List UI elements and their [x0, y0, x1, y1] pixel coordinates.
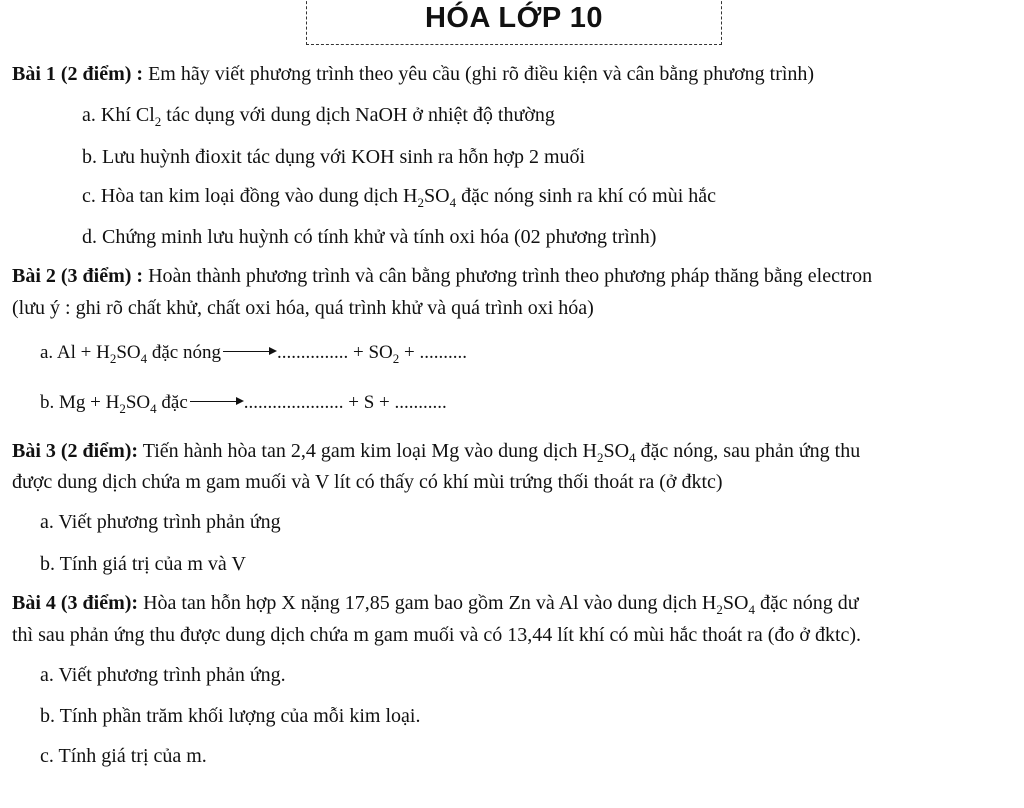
bai3-item-b: b. Tính giá trị của m và V: [40, 553, 246, 575]
bai1-item-c: [82, 184, 716, 210]
bai1-c-mid: SO: [424, 185, 450, 207]
bai4-text-mid: SO: [722, 592, 749, 614]
bai1-c-sub1: 2: [417, 195, 424, 210]
bai4-item-c: c. Tính giá trị của m.: [40, 745, 207, 767]
bai2-b-left: Mg + H: [59, 392, 120, 413]
bai1-item-b: b. Lưu huỳnh đioxit tác dụng với KOH sinh ra hỗn hợp 2 muối: [82, 146, 586, 168]
reaction-arrow-icon: [190, 401, 242, 402]
bai2-a-plus2: +: [399, 342, 420, 363]
bai1-c-sub2: 4: [449, 195, 457, 210]
bai4-item-a: a. Viết phương trình phản ứng.: [40, 664, 286, 686]
bai4-heading-line: [12, 591, 859, 617]
bai1-item-a: [82, 103, 555, 129]
bai2-a-blank2: ..........: [419, 342, 467, 363]
bai1-c-post: đặc nóng sinh ra khí có mùi hắc: [456, 185, 717, 207]
bai1-item-d: d. Chứng minh lưu huỳnh có tính khử và tính oxi hóa (02 phương trình): [82, 226, 657, 248]
bai3-heading: Bài 3 (2 điểm):: [12, 440, 139, 462]
bai2-heading-line: [12, 264, 872, 288]
bai2-a-plus1: + SO: [348, 342, 393, 363]
bai2-note: (lưu ý : ghi rõ chất khử, chất oxi hóa, quá trình khử và quá trình oxi hóa): [12, 297, 594, 319]
bai4-line2: thì sau phản ứng thu được dung dịch chứa m gam muối và có 13,44 lít khí có mùi hắc thoát ra (đo ở đktc).: [12, 624, 862, 646]
bai2-text: Hoàn thành phương trình và cân bằng phương trình theo phương pháp thăng bằng electron: [143, 265, 873, 287]
bai2-a-blank1: ...............: [277, 342, 349, 363]
bai2-b-mid: SO: [125, 392, 151, 413]
bai2-a-left: Al + H: [56, 342, 110, 363]
bai3-text-post: đặc nóng, sau phản ứng thu: [635, 440, 861, 462]
bai1-a-post: tác dụng với dung dịch NaOH ở nhiệt độ thường: [161, 104, 555, 126]
bai2-equation-a: [40, 341, 467, 366]
bai3-text-pre: Tiến hành hòa tan 2,4 gam kim loại Mg vào dung dịch H: [138, 440, 597, 462]
bai2-a-sub2: 2: [109, 351, 117, 366]
bai3-sub4: 4: [629, 450, 636, 465]
bai2-b-plus: + S +: [343, 392, 395, 413]
bai1-text: Em hãy viết phương trình theo yêu cầu (ghi rõ điều kiện và cân bằng phương trình): [143, 63, 815, 85]
bai2-a-cond: đặc nóng: [147, 342, 221, 363]
page-title: HÓA LỚP 10: [424, 2, 603, 34]
bai3-sub2: 2: [596, 450, 604, 465]
bai1-heading: Bài 1 (2 điểm) :: [12, 63, 144, 85]
bai2-a-so2-sub: 2: [392, 351, 400, 366]
bai1-a-pre: a. Khí Cl: [82, 104, 155, 126]
bai2-b-sub2: 2: [119, 401, 126, 416]
title-box: [306, 0, 722, 45]
bai4-sub2: 2: [716, 602, 723, 617]
bai1-a-sub: 2: [154, 114, 162, 129]
bai3-line2: được dung dịch chứa m gam muối và V lít có thấy có khí mùi trứng thối thoát ra (ở đktc): [12, 471, 723, 493]
bai1-heading-line: [12, 62, 814, 86]
bai2-b-cond: đặc: [156, 392, 188, 413]
bai4-item-b: b. Tính phần trăm khối lượng của mỗi kim loại.: [40, 705, 421, 727]
bai4-heading: Bài 4 (3 điểm):: [12, 592, 139, 614]
reaction-arrow-icon: [223, 351, 275, 352]
bai4-sub4: 4: [748, 602, 755, 617]
bai2-equation-b: [40, 391, 447, 416]
bai2-a-label: a.: [40, 342, 54, 363]
bai3-item-a: a. Viết phương trình phản ứng: [40, 511, 281, 533]
bai1-c-pre: c. Hòa tan kim loại đồng vào dung dịch H: [82, 185, 418, 207]
bai2-b-blank1: .....................: [243, 392, 344, 413]
bai2-a-sub4: 4: [140, 351, 148, 366]
bai2-b-sub4: 4: [150, 401, 157, 416]
bai2-heading: Bài 2 (3 điểm) :: [12, 265, 144, 287]
bai2-a-mid: SO: [116, 342, 141, 363]
bai3-text-mid: SO: [603, 440, 630, 462]
bai4-text-pre: Hòa tan hỗn hợp X nặng 17,85 gam bao gồm Zn và Al vào dung dịch H: [138, 592, 717, 614]
bai2-b-blank2: ...........: [394, 392, 447, 413]
bai4-text-post: đặc nóng dư: [754, 592, 859, 614]
bai3-heading-line: [12, 439, 860, 465]
bai2-b-label: b.: [40, 392, 55, 413]
